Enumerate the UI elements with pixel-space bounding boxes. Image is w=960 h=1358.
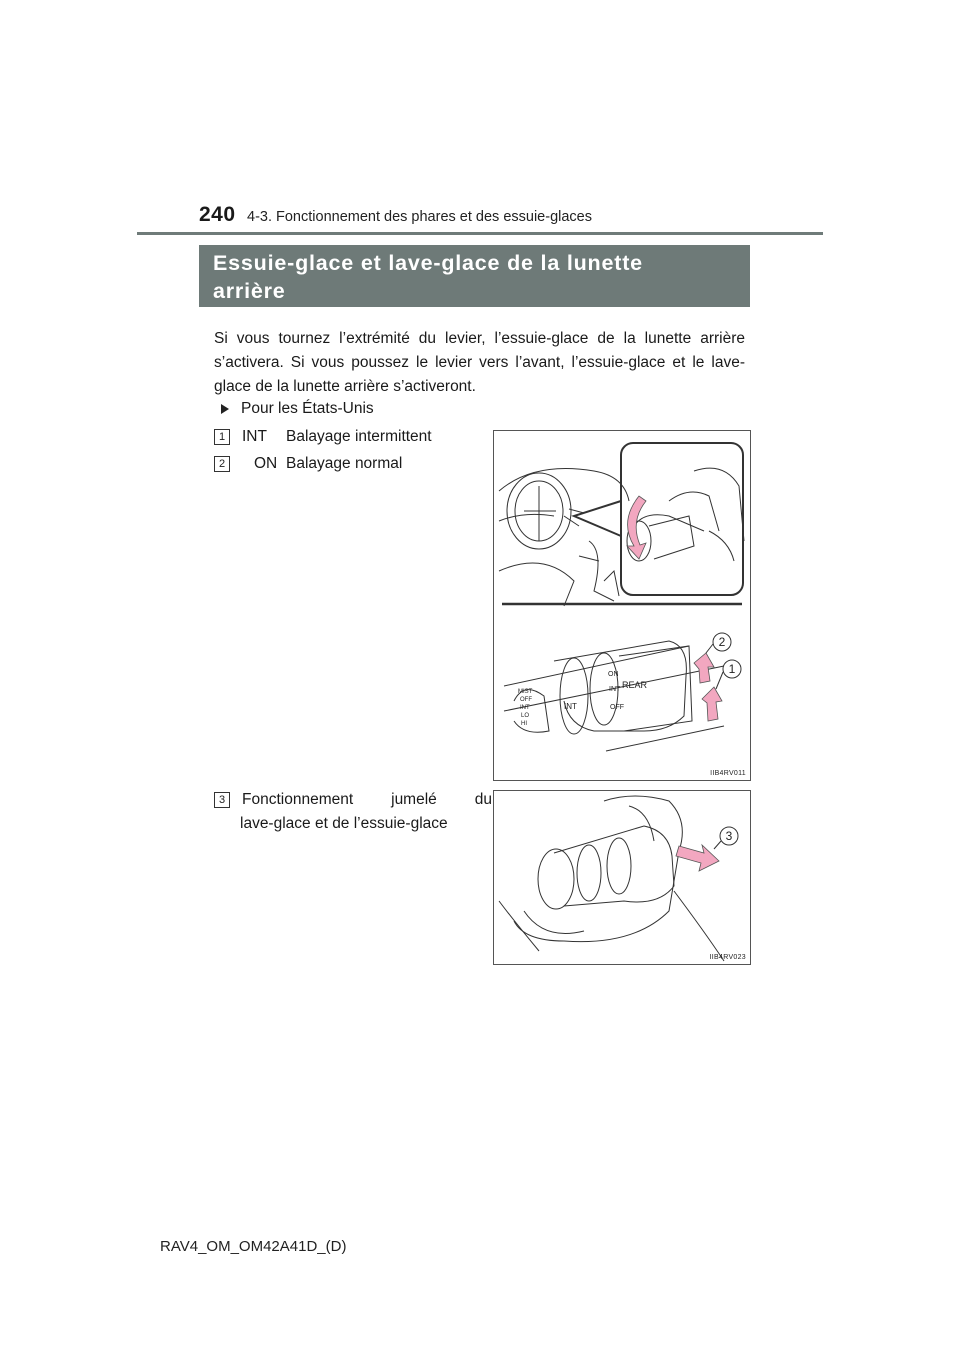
arrow-up-icon-1	[702, 687, 722, 721]
item-code: ON	[254, 455, 278, 472]
item-number-badge: 1	[214, 429, 230, 445]
section-title: 4-3. Fonctionnement des phares et des essuie-glaces	[247, 209, 592, 225]
lever-label-hi: HI	[521, 721, 527, 727]
item-1	[214, 428, 432, 446]
lever-label-int: INT	[520, 705, 530, 711]
figure-code: IIB4RV023	[709, 954, 746, 961]
item-label: Balayage normal	[286, 455, 403, 472]
item-label-line-2: lave-glace et de l’essuie-glace	[240, 815, 448, 832]
lever-label-rear-int: INT	[609, 686, 621, 693]
footer-doc-code: RAV4_OM_OM42A41D_(D)	[160, 1238, 347, 1255]
heading-line-2: arrière	[213, 279, 286, 303]
washer-push-illustration	[494, 791, 750, 964]
arrow-up-icon-2	[694, 653, 714, 683]
lever-label-on: ON	[608, 671, 619, 678]
arrow-forward-icon	[676, 845, 719, 871]
callout-3: 3	[725, 829, 733, 843]
item-code: INT	[242, 428, 267, 445]
section-heading	[199, 245, 750, 307]
heading-line-1: Essuie-glace et lave-glace de la lunette	[213, 251, 643, 275]
item-number-badge: 3	[214, 792, 230, 808]
item-label-line-1: Fonctionnement jumelé du	[242, 791, 492, 808]
figure-washer-push	[493, 790, 751, 965]
lever-label-lo: LO	[521, 713, 530, 719]
triangle-bullet-icon	[221, 404, 229, 414]
lever-label-mist: MIST	[518, 689, 533, 695]
lever-label-rear-off: OFF	[610, 704, 624, 711]
figure-wiper-lever	[493, 430, 751, 781]
figure-code: IIB4RV011	[710, 770, 746, 777]
intro-paragraph: Si vous tournez l’extrémité du levier, l’essuie-glace de la lunette arrière s’activera. Si vous poussez le levier vers l’avant, l’essuie-glace et le lave-glace de la lunette arrière s’activeront.	[214, 330, 745, 395]
item-number-badge: 2	[214, 456, 230, 472]
item-2	[214, 455, 402, 473]
page-number: 240	[199, 203, 236, 226]
sub-bullet-text: Pour les États-Unis	[241, 400, 374, 417]
lever-label-off: OFF	[520, 697, 532, 703]
item-label: Balayage intermittent	[286, 428, 432, 445]
header-rule	[137, 232, 823, 235]
item-3	[214, 788, 492, 836]
lever-label-rear: REAR	[622, 680, 648, 690]
wiper-lever-illustration	[494, 431, 750, 780]
lever-label-front-int: INT	[564, 702, 577, 711]
callout-2: 2	[718, 635, 726, 649]
rotate-arrow-icon	[627, 496, 646, 559]
callout-1: 1	[728, 662, 736, 676]
sub-bullet	[221, 400, 374, 418]
